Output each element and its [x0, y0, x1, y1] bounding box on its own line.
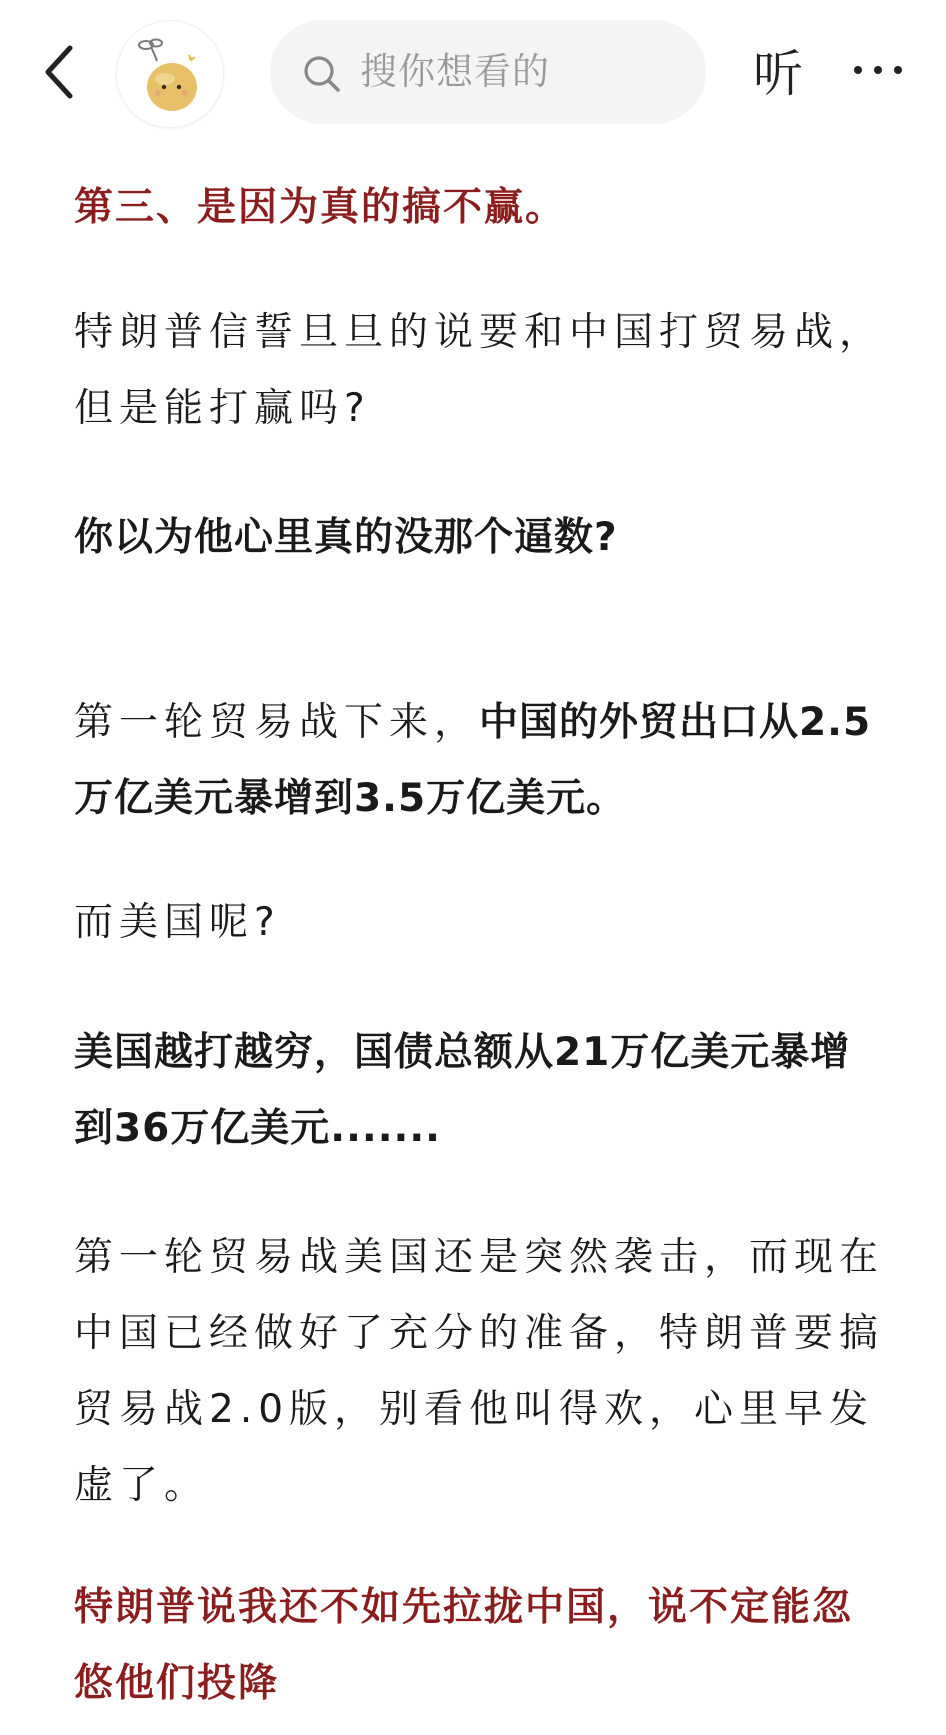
search-input[interactable]: [270, 20, 706, 124]
listen-button[interactable]: 听: [753, 45, 803, 103]
article-paragraph: 第一轮贸易战美国还是突然袭击，而现在中国已经做好了充分的准备，特朗普要搞贸易战2.0版，别看他叫得欢，心里早发虚了。: [74, 1235, 885, 1508]
article-paragraph-bold: 美国越打越穷，国债总额从21万亿美元暴增到36万亿美元.......: [74, 1030, 851, 1151]
more-button[interactable]: [850, 50, 910, 90]
potato-avatar-icon: [117, 21, 223, 127]
paragraph-text: 第一轮贸易战下来，: [74, 700, 480, 745]
article-paragraph: [74, 685, 884, 837]
back-button[interactable]: [36, 40, 84, 104]
paragraph-emphasis: 中国的外贸出口从2.5万亿美元暴增到3.5万亿美元。: [74, 700, 872, 821]
article-paragraph-bold: 你以为他心里真的没那个逼数?: [74, 515, 618, 560]
section-heading: 特朗普说我还不如先拉拢中国，说不定能忽悠他们投降: [74, 1585, 854, 1706]
section-heading: 第三、是因为真的搞不赢。: [74, 185, 567, 230]
chevron-left-icon: [36, 40, 84, 104]
more-dots-icon: [850, 50, 910, 90]
search-placeholder: 搜你想看的: [360, 50, 550, 93]
article-paragraph: 特朗普信誓旦旦的说要和中国打贸易战，但是能打赢吗?: [74, 310, 885, 431]
avatar[interactable]: [116, 20, 224, 128]
search-icon: [302, 54, 342, 94]
top-bar: [0, 0, 946, 150]
article-paragraph: 而美国呢?: [74, 900, 281, 945]
